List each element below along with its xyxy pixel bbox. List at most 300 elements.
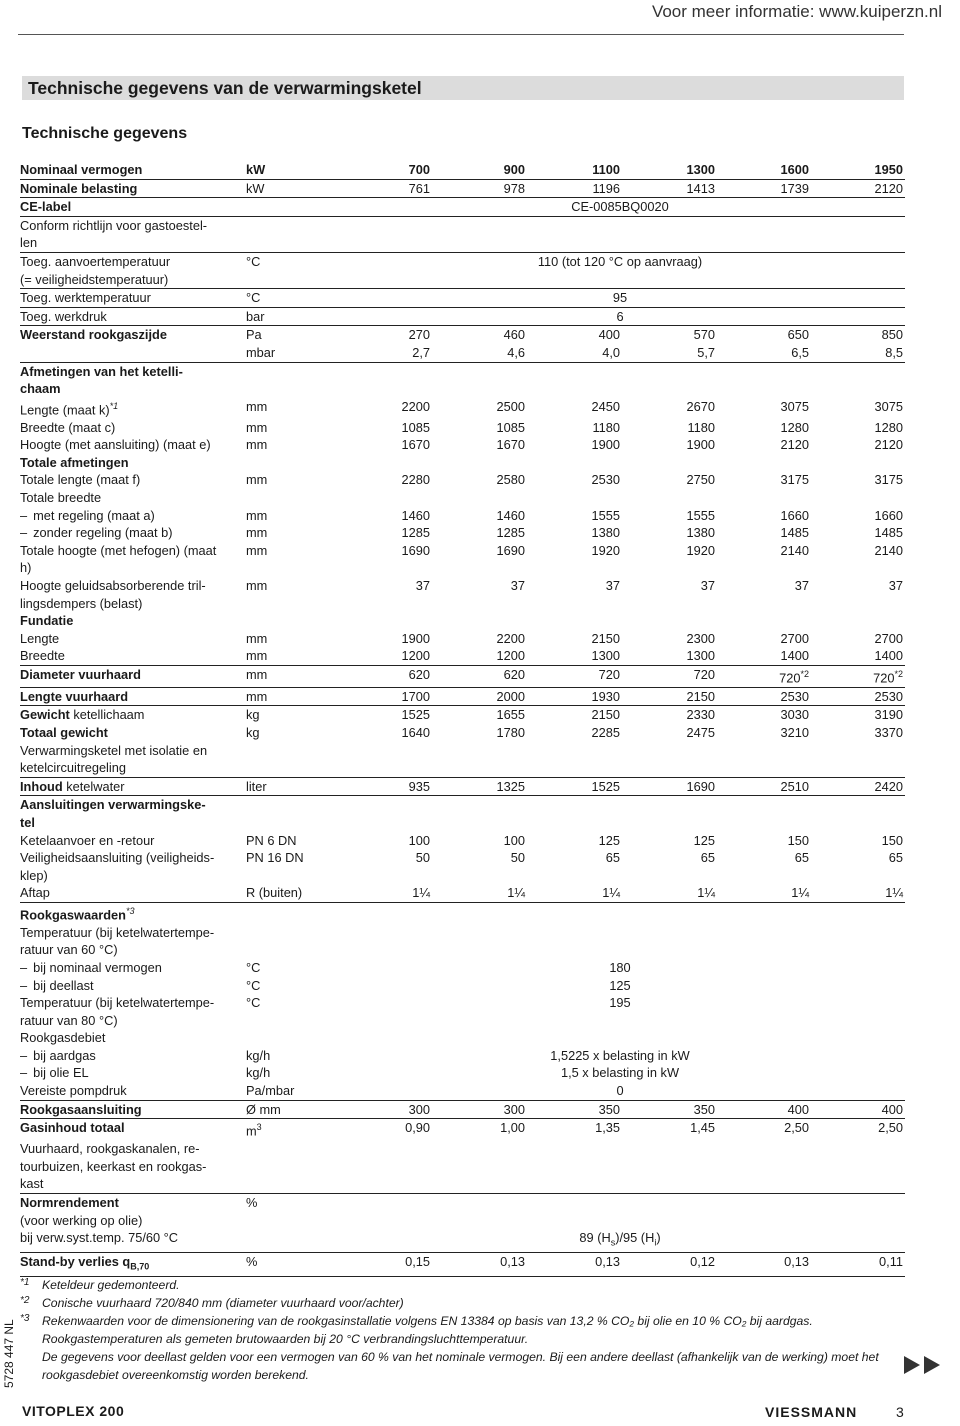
value-cell: 620 <box>337 665 432 687</box>
row-label <box>20 1047 246 1065</box>
label: – bij olie EL <box>20 1065 89 1080</box>
table-row <box>20 687 905 706</box>
value-cell: 1525 <box>401 707 430 723</box>
footnote-mark: *1 <box>109 400 119 411</box>
value-cell: 1660 <box>874 507 903 523</box>
value-cell: 2280 <box>401 472 430 488</box>
row-unit <box>246 489 337 507</box>
subscript: B,70 <box>130 1261 150 1272</box>
footnote-mark <box>20 1348 42 1384</box>
table-row <box>20 507 905 525</box>
value: ) <box>656 1230 661 1246</box>
product-name: VITOPLEX 200 <box>22 1403 125 1419</box>
row-unit: °C <box>246 959 261 975</box>
value-cell: 0,13 <box>717 1253 811 1277</box>
table-row <box>20 436 905 454</box>
value-cell: 2120 <box>780 437 809 453</box>
row-unit <box>246 612 337 630</box>
value-cell <box>337 1229 905 1253</box>
table-row <box>20 706 905 724</box>
row-unit: mbar <box>246 344 337 362</box>
value-cell: 1555 <box>591 507 620 523</box>
value-cell: 650 <box>787 327 809 343</box>
value-cell: 6,5 <box>717 344 811 362</box>
table-row <box>20 1029 905 1047</box>
value-cell: 1180 <box>592 419 620 435</box>
table-row <box>20 471 905 489</box>
value-cell <box>337 867 905 885</box>
header-value: 1600 <box>717 161 811 179</box>
value-cell <box>337 559 905 577</box>
table-row <box>20 398 905 419</box>
top-link[interactable]: Voor meer informatie: www.kuiperzn.nl <box>651 2 942 21</box>
row-unit: Ø mm <box>246 1100 337 1119</box>
row-unit <box>246 380 337 398</box>
row-unit <box>246 924 337 942</box>
value-cell <box>337 216 905 234</box>
table-row <box>20 234 905 252</box>
value-cell: 1485 <box>780 525 809 541</box>
label: Rookgaswaarden <box>20 907 126 923</box>
table-row <box>20 161 905 179</box>
row-label: (voor werking op olie) <box>20 1212 143 1228</box>
value-cell: 1¼ <box>337 884 432 902</box>
value-cell: 8,5 <box>811 344 905 362</box>
value-cell <box>337 742 905 760</box>
value-cell: 2700 <box>874 630 903 646</box>
footnote <box>20 1330 910 1348</box>
row-label: h) <box>20 560 32 576</box>
label: Lengte (maat k) <box>20 401 110 417</box>
row-unit: Pa <box>246 327 262 343</box>
value-cell <box>337 941 905 959</box>
row-unit <box>246 362 337 380</box>
row-unit <box>246 234 337 252</box>
table-row <box>20 559 905 577</box>
footnote <box>20 1312 910 1330</box>
row-label: Temperatuur (bij ketelwatertempe- <box>20 924 215 940</box>
row-unit: mm <box>246 542 268 558</box>
table-row <box>20 1253 905 1277</box>
spec-table <box>20 161 905 1277</box>
row-unit: °C <box>246 289 337 308</box>
value-cell: 1555 <box>686 507 715 523</box>
table-row <box>20 595 905 613</box>
value-cell: 2150 <box>591 630 620 646</box>
value-cell: 150 <box>787 832 809 848</box>
row-label: Verwarmingsketel met isolatie en <box>20 742 208 758</box>
value-cell: 2,50 <box>878 1120 903 1136</box>
value-cell: 1900 <box>591 437 620 453</box>
table-row <box>20 777 905 796</box>
row-label <box>20 1253 246 1277</box>
value-cell: 37 <box>415 577 430 593</box>
label: – zonder regeling (maat b) <box>20 525 173 540</box>
value-cell <box>337 380 905 398</box>
row-unit: mm <box>246 419 268 435</box>
unit-sup: 3 <box>256 1122 262 1133</box>
value-cell: 1660 <box>780 507 809 523</box>
value-cell: 1690 <box>622 777 717 796</box>
value-cell <box>337 1158 905 1176</box>
row-label: Veiligheidsaansluiting (veiligheids- <box>20 850 215 866</box>
value-cell: 125 <box>598 832 620 848</box>
value-cell: 1¼ <box>811 884 905 902</box>
table-row <box>20 867 905 885</box>
value-cell: 1¼ <box>717 884 811 902</box>
row-unit: kg/h <box>246 1047 271 1063</box>
value-cell: 4,6 <box>432 344 527 362</box>
value-cell: 1280 <box>874 419 903 435</box>
row-unit <box>246 941 337 959</box>
table-row <box>20 959 905 977</box>
value-cell <box>337 454 905 472</box>
row-label: Totale breedte <box>20 489 102 505</box>
row-label: Aftap <box>20 884 246 902</box>
row-label <box>20 977 246 995</box>
row-unit: mm <box>246 665 337 687</box>
table-row <box>20 742 905 760</box>
table-row <box>20 1158 905 1176</box>
table-row <box>20 577 905 595</box>
value-cell: 1690 <box>401 542 430 558</box>
value-cell: 2580 <box>496 472 525 488</box>
row-unit <box>246 1212 337 1230</box>
row-unit: mm <box>246 687 337 706</box>
value-cell: 620 <box>432 665 527 687</box>
value-cell: 1085 <box>401 419 430 435</box>
row-unit <box>246 559 337 577</box>
table-row <box>20 1212 905 1230</box>
value-cell: 1900 <box>401 630 430 646</box>
value-cell: 1640 <box>401 724 430 740</box>
value-cell: 2700 <box>780 630 809 646</box>
value-cell: 2530 <box>591 472 620 488</box>
table-row <box>20 454 905 472</box>
table-row <box>20 941 905 959</box>
value-cell: 2200 <box>401 398 430 414</box>
row-label: Hoogte (met aansluiting) (maat e) <box>20 437 211 453</box>
table-row <box>20 849 905 867</box>
table-row <box>20 612 905 630</box>
row-label: lingsdempers (belast) <box>20 595 143 611</box>
value-cell: 125 <box>609 977 631 993</box>
row-label: klep) <box>20 867 48 883</box>
value-cell: 125 <box>693 832 715 848</box>
brand-logo: VIESSMANN <box>765 1404 858 1420</box>
header-value: 700 <box>337 161 432 179</box>
value-cell: 1285 <box>401 525 430 541</box>
row-unit <box>246 1158 337 1176</box>
row-label: Nominale belasting <box>20 179 246 198</box>
table-row <box>20 1012 905 1030</box>
value-cell: 1460 <box>496 507 525 523</box>
value-cell: 100 <box>503 832 525 848</box>
footnote-text: Conische vuurhaard 720/840 mm (diameter vuurhaard voor/achter) <box>42 1296 404 1310</box>
table-row <box>20 832 905 850</box>
table-row <box>20 1047 905 1065</box>
value-cell: 0,15 <box>337 1253 432 1277</box>
value-cell: 1920 <box>686 542 715 558</box>
value-cell: 1900 <box>686 437 715 453</box>
row-label: Diameter vuurhaard <box>20 665 246 687</box>
value-cell: 2450 <box>591 398 620 414</box>
row-label <box>20 524 246 542</box>
value: )/95 (H <box>615 1230 655 1246</box>
row-label: chaam <box>20 381 61 397</box>
row-label <box>20 1064 246 1082</box>
row-label: Conform richtlijn voor gastoestel- <box>20 217 208 233</box>
value-cell: 3075 <box>780 398 809 414</box>
value-cell: 978 <box>432 179 527 198</box>
subscript: s <box>610 1237 616 1248</box>
table-row <box>20 1140 905 1158</box>
footnote <box>20 1348 910 1384</box>
row-label: Hoogte geluidsabsorberende tril- <box>20 577 206 593</box>
table-row <box>20 724 905 742</box>
row-label: Toeg. aanvoertemperatuur <box>20 253 171 269</box>
table-row <box>20 289 905 308</box>
row-label: Normrendement <box>20 1194 119 1210</box>
label: ketelwater <box>62 778 125 794</box>
value-cell: 3075 <box>874 398 903 414</box>
row-unit <box>246 271 337 289</box>
value-cell: 1280 <box>780 419 809 435</box>
row-unit: °C <box>246 977 261 993</box>
value-cell: 1485 <box>874 525 903 541</box>
table-row <box>20 326 905 344</box>
page-title: Technische gegevens van de verwarmingsketel <box>28 78 422 98</box>
row-unit <box>246 742 337 760</box>
label: – bij aardgas <box>20 1048 96 1063</box>
row-unit: kW <box>246 161 337 179</box>
row-unit <box>246 1140 337 1158</box>
table-row <box>20 344 905 362</box>
table-row <box>20 814 905 832</box>
table-row <box>20 1082 905 1100</box>
label: ketellichaam <box>69 707 145 723</box>
value-cell: 2120 <box>811 179 905 198</box>
value-cell: 37 <box>888 577 903 593</box>
table-row <box>20 179 905 198</box>
table-row <box>20 362 905 380</box>
row-unit: kg/h <box>246 1065 271 1081</box>
row-label: Lengte vuurhaard <box>20 687 246 706</box>
row-label: Totale lengte (maat f) <box>20 472 141 488</box>
value-cell: 2750 <box>686 472 715 488</box>
value-cell: 1200 <box>432 647 527 665</box>
value-cell: 1655 <box>496 707 525 723</box>
value-cell: 2120 <box>874 437 903 453</box>
value-cell: 400 <box>598 327 620 343</box>
footnote-mark <box>20 1330 42 1348</box>
header-value: 1100 <box>527 161 622 179</box>
value-cell: 3175 <box>874 472 903 488</box>
value-cell: 2000 <box>432 687 527 706</box>
heading-bar <box>22 76 904 100</box>
row-label: tourbuizen, keerkast en rookgas- <box>20 1158 207 1174</box>
page-number: 3 <box>896 1404 904 1420</box>
row-label: Ketelaanvoer en -retour <box>20 832 155 848</box>
row-unit: PN 16 DN <box>246 850 304 866</box>
value-cell: 2330 <box>686 707 715 723</box>
value-cell: CE-0085BQ0020 <box>337 198 905 217</box>
value-cell: 1670 <box>401 437 430 453</box>
table-row <box>20 884 905 902</box>
row-label: len <box>20 234 246 252</box>
value-cell <box>337 902 905 923</box>
footnote-mark: *2 <box>894 668 903 679</box>
document-code: 5728 447 NL <box>2 1319 16 1388</box>
row-unit <box>246 198 337 217</box>
value-cell: 0,12 <box>622 1253 717 1277</box>
row-unit <box>246 1012 337 1030</box>
row-label: Afmetingen van het ketelli- <box>20 363 183 379</box>
row-unit: kW <box>246 179 337 198</box>
row-unit: °C <box>246 995 261 1011</box>
subscript: i <box>654 1237 657 1248</box>
value-cell: 300 <box>337 1100 432 1119</box>
footnote-text: Rekenwaarden voor de dimensionering van de rookgasinstallatie volgens EN 13384 op basis van 13,2 % CO₂ bij olie en 10 % CO₂ bij aardgas. <box>42 1314 813 1328</box>
row-label: Nominaal vermogen <box>20 161 246 179</box>
value-cell: 2300 <box>686 630 715 646</box>
value-cell: 1,45 <box>690 1120 715 1136</box>
value-cell <box>337 1012 905 1030</box>
table-row <box>20 759 905 777</box>
footnote-mark: *1 <box>20 1277 30 1288</box>
value-cell: 180 <box>609 959 631 975</box>
value-cell: 1380 <box>591 525 620 541</box>
value-cell: 65 <box>794 850 809 866</box>
header-value: 1300 <box>622 161 717 179</box>
value-cell: 350 <box>622 1100 717 1119</box>
footnote-mark: *2 <box>20 1295 30 1306</box>
value-cell <box>337 234 905 252</box>
value-cell: 2150 <box>591 707 620 723</box>
row-label <box>20 706 246 724</box>
value-cell: 3210 <box>780 724 809 740</box>
row-label: (= veiligheidstemperatuur) <box>20 271 246 289</box>
value-cell: 2530 <box>811 687 905 706</box>
row-label: Lengte <box>20 630 60 646</box>
value-cell: 6 <box>337 307 905 326</box>
row-unit: mm <box>246 472 268 488</box>
value-cell: 2510 <box>717 777 811 796</box>
value-cell: 1285 <box>496 525 525 541</box>
row-label: Vuurhaard, rookgaskanalen, re- <box>20 1141 200 1157</box>
value-cell <box>337 1029 905 1047</box>
table-row <box>20 489 905 507</box>
value-cell: 1739 <box>717 179 811 198</box>
value-cell <box>337 814 905 832</box>
row-unit <box>246 867 337 885</box>
value-cell <box>337 759 905 777</box>
label-bold: Gewicht <box>20 707 70 723</box>
row-label: Breedte (maat c) <box>20 419 116 435</box>
value-cell: 2200 <box>496 630 525 646</box>
row-unit <box>246 902 337 923</box>
row-unit: mm <box>246 437 268 453</box>
table-row <box>20 796 905 814</box>
value-cell: 0 <box>337 1082 905 1100</box>
value-cell: 2530 <box>717 687 811 706</box>
row-unit: kg <box>246 724 260 740</box>
row-unit: PN 6 DN <box>246 832 297 848</box>
value-cell: 720 <box>527 665 622 687</box>
value-cell: 761 <box>337 179 432 198</box>
row-label: Fundatie <box>20 613 74 629</box>
value-cell: 1¼ <box>622 884 717 902</box>
row-label <box>20 344 246 362</box>
row-label: Totale afmetingen <box>20 454 129 470</box>
value-cell: 65 <box>605 850 620 866</box>
footnote-mark: *2 <box>800 668 809 679</box>
row-label: Aansluitingen verwarmingske- <box>20 797 206 813</box>
footnote-text: De gegevens voor deellast gelden voor een vermogen van 60 % van het nominale vermogen. Bij een andere deellast (afhankelijk van de werking) moet het rookgasdebiet overeenkomstig worden berekend. <box>42 1350 879 1382</box>
value-cell: 50 <box>415 850 430 866</box>
row-label: Breedte <box>20 647 246 665</box>
row-unit: °C <box>246 253 261 269</box>
value-cell: 720 <box>622 665 717 687</box>
value-cell: 850 <box>881 327 903 343</box>
row-label <box>20 777 246 796</box>
row-unit <box>246 454 337 472</box>
table-row <box>20 380 905 398</box>
row-unit: Pa/mbar <box>246 1082 337 1100</box>
row-label: kast <box>20 1175 246 1193</box>
row-unit: liter <box>246 777 337 796</box>
label: – met regeling (maat a) <box>20 508 155 523</box>
footnote <box>20 1276 910 1294</box>
row-unit <box>246 595 337 613</box>
value-cell <box>337 1212 905 1230</box>
row-unit <box>246 1229 337 1253</box>
value-cell: 4,0 <box>527 344 622 362</box>
row-label: Toeg. werkdruk <box>20 307 246 326</box>
row-unit: mm <box>246 630 268 646</box>
value-cell: 3175 <box>780 472 809 488</box>
header-value: 900 <box>432 161 527 179</box>
next-page-icon <box>904 1356 944 1374</box>
row-label: Temperatuur (bij ketelwatertempe- <box>20 995 215 1011</box>
value-cell: 300 <box>432 1100 527 1119</box>
value-cell: 1¼ <box>432 884 527 902</box>
row-label: Weerstand rookgaszijde <box>20 327 167 343</box>
row-label: Totaal gewicht <box>20 724 108 740</box>
value-cell: 0,11 <box>811 1253 905 1277</box>
value-cell: 1930 <box>527 687 622 706</box>
value-cell: 195 <box>609 995 631 1011</box>
divider <box>18 34 904 35</box>
table-row <box>20 1193 905 1211</box>
header-value: 1950 <box>811 161 905 179</box>
value-cell: 1400 <box>717 647 811 665</box>
value-cell <box>337 489 905 507</box>
value-cell: 2150 <box>622 687 717 706</box>
row-label: Vereiste pompdruk <box>20 1082 246 1100</box>
row-label: bij verw.syst.temp. 75/60 °C <box>20 1229 246 1253</box>
value-cell <box>337 612 905 630</box>
value-cell: 1690 <box>496 542 525 558</box>
value-cell: 65 <box>700 850 715 866</box>
table-row <box>20 924 905 942</box>
table-row <box>20 216 905 234</box>
value-cell: 2500 <box>496 398 525 414</box>
value-cell: 37 <box>605 577 620 593</box>
row-unit: bar <box>246 307 337 326</box>
value-cell: 400 <box>811 1100 905 1119</box>
table-row <box>20 647 905 665</box>
